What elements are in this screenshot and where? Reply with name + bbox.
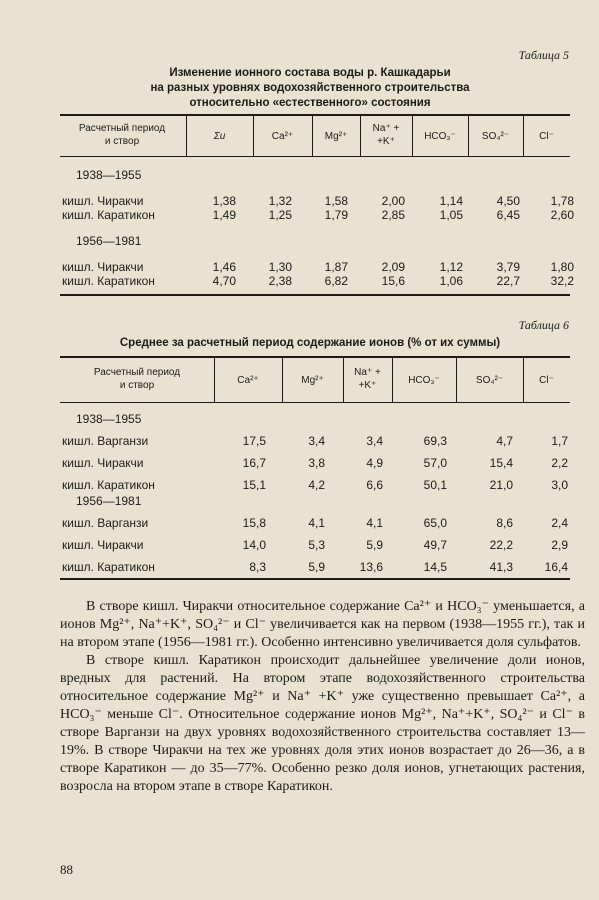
value-cell: 2,09 — [381, 260, 405, 274]
value-cell: 32,2 — [550, 274, 574, 288]
value-cell: 5,9 — [366, 538, 383, 552]
value-cell: 1,80 — [550, 260, 574, 274]
value-cell: 5,9 — [308, 560, 325, 574]
value-cell: 1,25 — [268, 208, 292, 222]
row-name: кишл. Чиракчи — [62, 456, 144, 470]
value-cell: 4,2 — [308, 478, 325, 492]
value-cell: 4,50 — [496, 194, 520, 208]
row-name: кишл. Каратикон — [62, 208, 155, 222]
table5-title-line2: на разных уровнях водохозяйственного строительства — [150, 82, 470, 94]
row-name: кишл. Варганзи — [62, 434, 149, 448]
period-label: 1938—1955 — [76, 168, 142, 182]
value-cell: 1,58 — [324, 194, 348, 208]
table5-header-sum: Σu — [213, 131, 226, 142]
value-cell: 5,3 — [308, 538, 325, 552]
value-cell: 2,60 — [550, 208, 574, 222]
table6-header-ca: Ca²⁺ — [237, 375, 259, 386]
value-cell: 50,1 — [423, 478, 447, 492]
table5-header-period — [62, 122, 182, 148]
header-text: и створ — [104, 136, 140, 147]
value-cell: 1,05 — [439, 208, 463, 222]
table6-header-mg: Mg²⁺ — [301, 375, 324, 386]
row-name: кишл. Каратикон — [62, 274, 155, 288]
value-cell: 3,79 — [496, 260, 520, 274]
table6-bottom-rule — [60, 578, 570, 580]
value-cell: 69,3 — [423, 434, 447, 448]
table5-title-line1: Изменение ионного состава воды р. Кашкадарьи — [169, 67, 451, 79]
value-cell: 1,46 — [212, 260, 236, 274]
row-name: кишл. Каратикон — [62, 560, 155, 574]
value-cell: 4,9 — [366, 456, 383, 470]
row-name: кишл. Чиракчи — [62, 194, 144, 208]
value-cell: 49,7 — [423, 538, 447, 552]
table6-header-period — [62, 366, 212, 392]
value-cell: 1,32 — [268, 194, 292, 208]
value-cell: 57,0 — [423, 456, 447, 470]
value-cell: 2,2 — [551, 456, 568, 470]
header-text: +K⁺ — [358, 380, 377, 391]
value-cell: 14,5 — [423, 560, 447, 574]
table5-title-line3: относительно «естественного» состояния — [189, 97, 431, 109]
value-cell: 2,38 — [268, 274, 292, 288]
value-cell: 1,38 — [212, 194, 236, 208]
period-label: 1956—1981 — [76, 234, 142, 248]
value-cell: 22,2 — [489, 538, 513, 552]
value-cell: 2,9 — [551, 538, 568, 552]
table5-header-nak — [360, 122, 412, 148]
table6-header-hco3: HCO₃⁻ — [408, 375, 440, 386]
value-cell: 8,6 — [496, 516, 513, 530]
value-cell: 3,4 — [366, 434, 383, 448]
table6-top-rule — [60, 356, 570, 358]
value-cell: 22,7 — [496, 274, 520, 288]
value-cell: 6,82 — [324, 274, 348, 288]
header-text: Na⁺ + — [354, 367, 381, 378]
row-name: кишл. Варганзи — [62, 516, 149, 530]
value-cell: 1,87 — [324, 260, 348, 274]
table5-caption: Таблица 5 — [518, 48, 569, 62]
row-name: кишл. Каратикон — [62, 478, 155, 492]
period-label: 1956—1981 — [76, 494, 142, 508]
table6-caption: Таблица 6 — [518, 318, 569, 332]
value-cell: 17,5 — [242, 434, 266, 448]
table5-bottom-rule — [60, 294, 570, 296]
body-text — [60, 598, 585, 796]
value-cell: 4,1 — [308, 516, 325, 530]
value-cell: 65,0 — [423, 516, 447, 530]
value-cell: 41,3 — [489, 560, 513, 574]
value-cell: 16,4 — [544, 560, 568, 574]
table5-header-rule — [60, 156, 570, 157]
paragraph-1: В створе кишл. Чиракчи относительное содержание Ca²⁺ и HCO₃⁻ уменьшается, а ионов Mg²⁺, Na⁺+K⁺, SO₄²⁻ и Cl⁻ увеличивается как на первом (1938—1955 гг.), так и на втором этапе (1956—1981 гг.). Особенно интенсивно увеличивается доля сульфатов. — [60, 599, 585, 650]
header-text: и створ — [119, 380, 155, 391]
header-text: Na⁺ + — [372, 123, 400, 134]
table5-header-ca: Ca²⁺ — [271, 131, 294, 142]
table6-header-nak — [343, 366, 392, 392]
table6-title: Среднее за расчетный период содержание ионов (% от их суммы) — [119, 337, 501, 349]
value-cell: 2,85 — [381, 208, 405, 222]
row-name: кишл. Чиракчи — [62, 538, 144, 552]
header-text: Расчетный период — [78, 123, 166, 134]
value-cell: 15,8 — [242, 516, 266, 530]
value-cell: 4,7 — [496, 434, 513, 448]
value-cell: 2,00 — [381, 194, 405, 208]
table5-header-hco3: HCO₃⁻ — [424, 131, 456, 142]
value-cell: 1,30 — [268, 260, 292, 274]
paragraph-2: В створе кишл. Каратикон происходит дальнейшее увеличение доли ионов, вредных для растений. На втором этапе водохозяйственного строительства относительное содержание Mg²⁺ и Na⁺ +K⁺ уже существенно превышает Ca²⁺, а HCO₃⁻ меньше Cl⁻. Относительное содержание ионов Mg²⁺, Na⁺+K⁺, SO₄²⁻ и Cl⁻ в створе Варганзи на двух уровнях водохозяйственного строительства составляет 13—19%. В створе Чиракчи на тех же уровнях доля этих ионов возрастает до 26—36, а в створе Каратикон — до 35—77%. Особенно резко доля ионов, угнетающих растения, возросла на втором этапе в створе Каратикон. — [60, 653, 585, 794]
header-text: +K⁺ — [377, 136, 395, 147]
table6-header-rule — [60, 402, 570, 403]
value-cell: 1,79 — [324, 208, 348, 222]
value-cell: 3,8 — [308, 456, 325, 470]
page-number: 88 — [60, 862, 73, 877]
value-cell: 15,6 — [381, 274, 405, 288]
value-cell: 2,4 — [551, 516, 568, 530]
value-cell: 1,7 — [551, 434, 568, 448]
table6-header-cl: Cl⁻ — [539, 375, 554, 386]
value-cell: 15,1 — [242, 478, 266, 492]
value-cell: 15,4 — [489, 456, 513, 470]
value-cell: 1,12 — [439, 260, 463, 274]
table5-header-so4: SO₄²⁻ — [481, 131, 510, 142]
value-cell: 16,7 — [242, 456, 266, 470]
value-cell: 3,4 — [308, 434, 325, 448]
table5-header-mg: Mg²⁺ — [324, 131, 348, 142]
value-cell: 1,78 — [550, 194, 574, 208]
value-cell: 4,1 — [366, 516, 383, 530]
table5-title — [60, 66, 560, 111]
value-cell: 6,45 — [496, 208, 520, 222]
row-name: кишл. Чиракчи — [62, 260, 144, 274]
table5-header-cl: Cl⁻ — [539, 131, 554, 142]
value-cell: 13,6 — [359, 560, 383, 574]
value-cell: 4,70 — [212, 274, 236, 288]
value-cell: 14,0 — [242, 538, 266, 552]
value-cell: 1,49 — [212, 208, 236, 222]
value-cell: 3,0 — [551, 478, 568, 492]
value-cell: 6,6 — [366, 478, 383, 492]
value-cell: 8,3 — [249, 560, 266, 574]
header-text: Расчетный период — [93, 367, 181, 378]
value-cell: 1,14 — [439, 194, 463, 208]
value-cell: 21,0 — [489, 478, 513, 492]
table5-top-rule — [60, 114, 570, 116]
period-label: 1938—1955 — [76, 412, 142, 426]
value-cell: 1,06 — [439, 274, 463, 288]
table6-header-so4: SO₄²⁻ — [475, 375, 504, 386]
